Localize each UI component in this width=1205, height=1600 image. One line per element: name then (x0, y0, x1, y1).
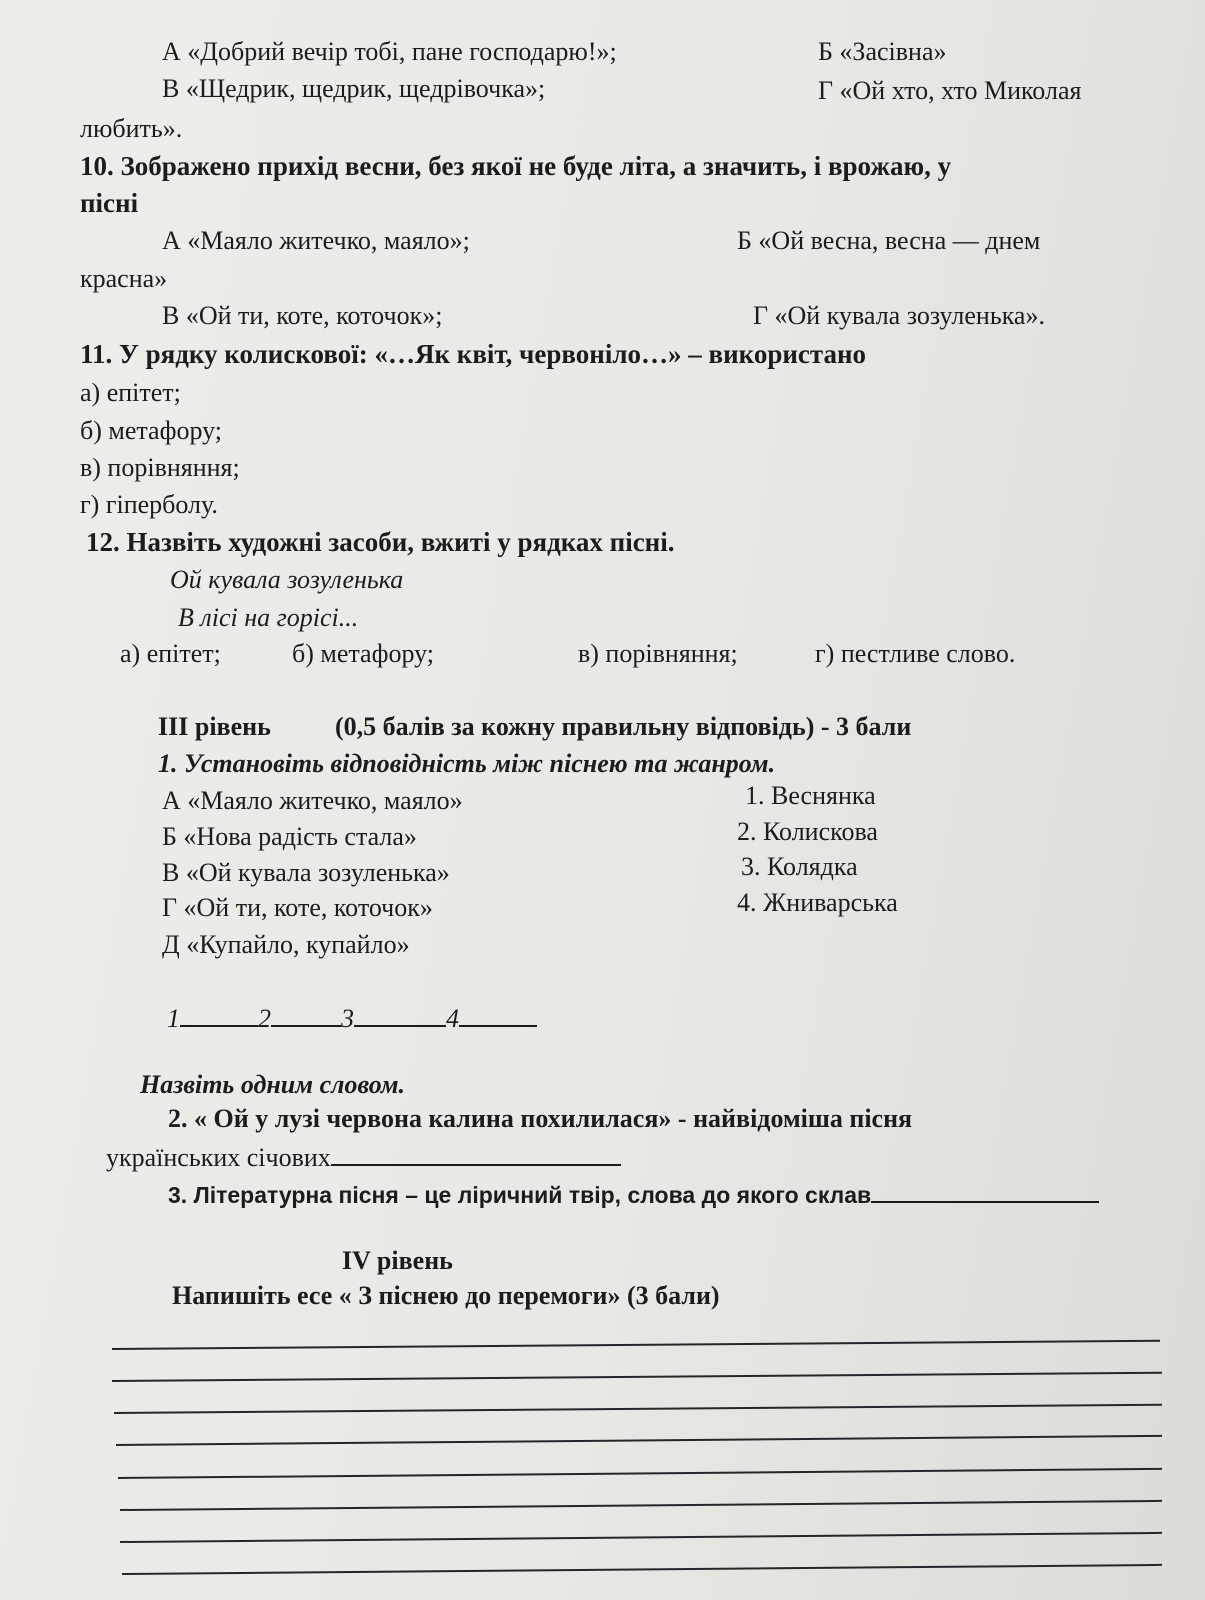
level-4-title: IV рівень (342, 1246, 453, 1275)
q9-option-a: А «Добрий вечір тобі, пане господарю!»; (162, 37, 617, 66)
q12-option-a: а) епітет; (120, 639, 221, 668)
q11-option-b: б) метафору; (80, 416, 222, 445)
q12-question: 12. Назвіть художні засоби, вжиті у рядках пісні. (86, 527, 675, 557)
q12-option-b: б) метафору; (292, 639, 434, 668)
essay-line[interactable] (120, 1500, 1162, 1511)
q11-option-a: а) епітет; (80, 378, 181, 407)
task-2: 2. « Ой у лузі червона калина похилилася» - найвідоміша пісня (168, 1104, 913, 1133)
task-3-answer-blank[interactable] (871, 1179, 1099, 1203)
task-3-text: 3. Літературна пісня – це ліричний твір, слова до якого склав (168, 1182, 872, 1208)
q11-option-c: в) порівняння; (80, 453, 240, 482)
answer-blanks (167, 1003, 537, 1034)
genre-1: 1. Веснянка (745, 781, 876, 810)
q10-option-a: А «Маяло житечко, маяло»; (162, 226, 470, 255)
song-b: Б «Нова радість стала» (162, 822, 417, 851)
task-3 (168, 1179, 1099, 1208)
essay-line[interactable] (118, 1468, 1162, 1479)
genre-2: 2. Колискова (737, 817, 878, 846)
q12-verse-line-2: В лісі на горісі... (178, 603, 359, 632)
answer-blank-4[interactable] (459, 1003, 537, 1027)
q10-option-b: Б «Ой весна, весна — днем (737, 226, 1041, 255)
genre-4: 4. Жниварська (737, 888, 898, 917)
answer-number-2: 2 (258, 1004, 271, 1033)
task-2-cont-text: українських січовиx (106, 1143, 331, 1172)
level-3-points: (0,5 балів за кожну правильну відповідь) - 3 бали (335, 712, 912, 741)
level-4-task: Напишіть есе « З піснею до перемоги» (3 бали) (172, 1281, 720, 1310)
essay-line[interactable] (112, 1372, 1162, 1382)
answer-number-1: 1 (167, 1004, 180, 1033)
essay-line[interactable] (112, 1340, 1160, 1350)
q10-question-cont: пісні (80, 188, 139, 218)
essay-line[interactable] (122, 1564, 1162, 1575)
q10-option-c: В «Ой ти, коте, коточок»; (162, 301, 443, 330)
task-2-answer-blank[interactable] (331, 1142, 621, 1166)
song-c: В «Ой кувала зозуленька» (162, 858, 450, 887)
level-3-title: ІІІ рівень (158, 712, 271, 741)
genre-3: 3. Колядка (741, 852, 858, 881)
q9-option-d: Г «Ой хто, хто Миколая (818, 76, 1082, 105)
essay-line[interactable] (120, 1532, 1162, 1543)
q12-option-c: в) порівняння; (578, 639, 738, 668)
answer-blank-1[interactable] (180, 1003, 258, 1027)
q10-question: 10. Зображено прихід весни, без якої не буде літа, а значить, і врожаю, у (80, 151, 952, 181)
q9-option-b: Б «Засівна» (818, 37, 947, 66)
essay-line[interactable] (114, 1404, 1162, 1414)
song-e: Д «Купайло, купайло» (162, 930, 410, 959)
task-2-cont (106, 1142, 621, 1173)
q9-option-d-cont: любить». (80, 114, 183, 143)
song-a: А «Маяло житечко, маяло» (162, 786, 463, 815)
q12-verse-line-1: Ой кувала зозуленька (170, 565, 404, 594)
q11-option-d: г) гіперболу. (80, 490, 218, 519)
level-3-task-1: 1. Установіть відповідність між піснею та жанром. (158, 749, 776, 778)
answer-number-3: 3 (341, 1004, 354, 1033)
answer-number-4: 4 (446, 1004, 459, 1033)
q9-option-c: В «Щедрик, щедрик, щедрівочка»; (162, 74, 546, 103)
q10-option-b-cont: красна» (80, 264, 168, 293)
answer-blank-3[interactable] (354, 1003, 446, 1027)
essay-line[interactable] (116, 1435, 1162, 1446)
song-d: Г «Ой ти, коте, коточок» (162, 893, 433, 922)
one-word-heading: Назвіть одним словом. (140, 1070, 406, 1099)
q12-option-d: г) пестливе слово. (815, 639, 1016, 668)
answer-blank-2[interactable] (271, 1003, 341, 1027)
q10-option-d: Г «Ой кувала зозуленька». (753, 301, 1045, 330)
q11-question: 11. У рядку колискової: «…Як квіт, червоніло…» – використано (80, 339, 867, 369)
